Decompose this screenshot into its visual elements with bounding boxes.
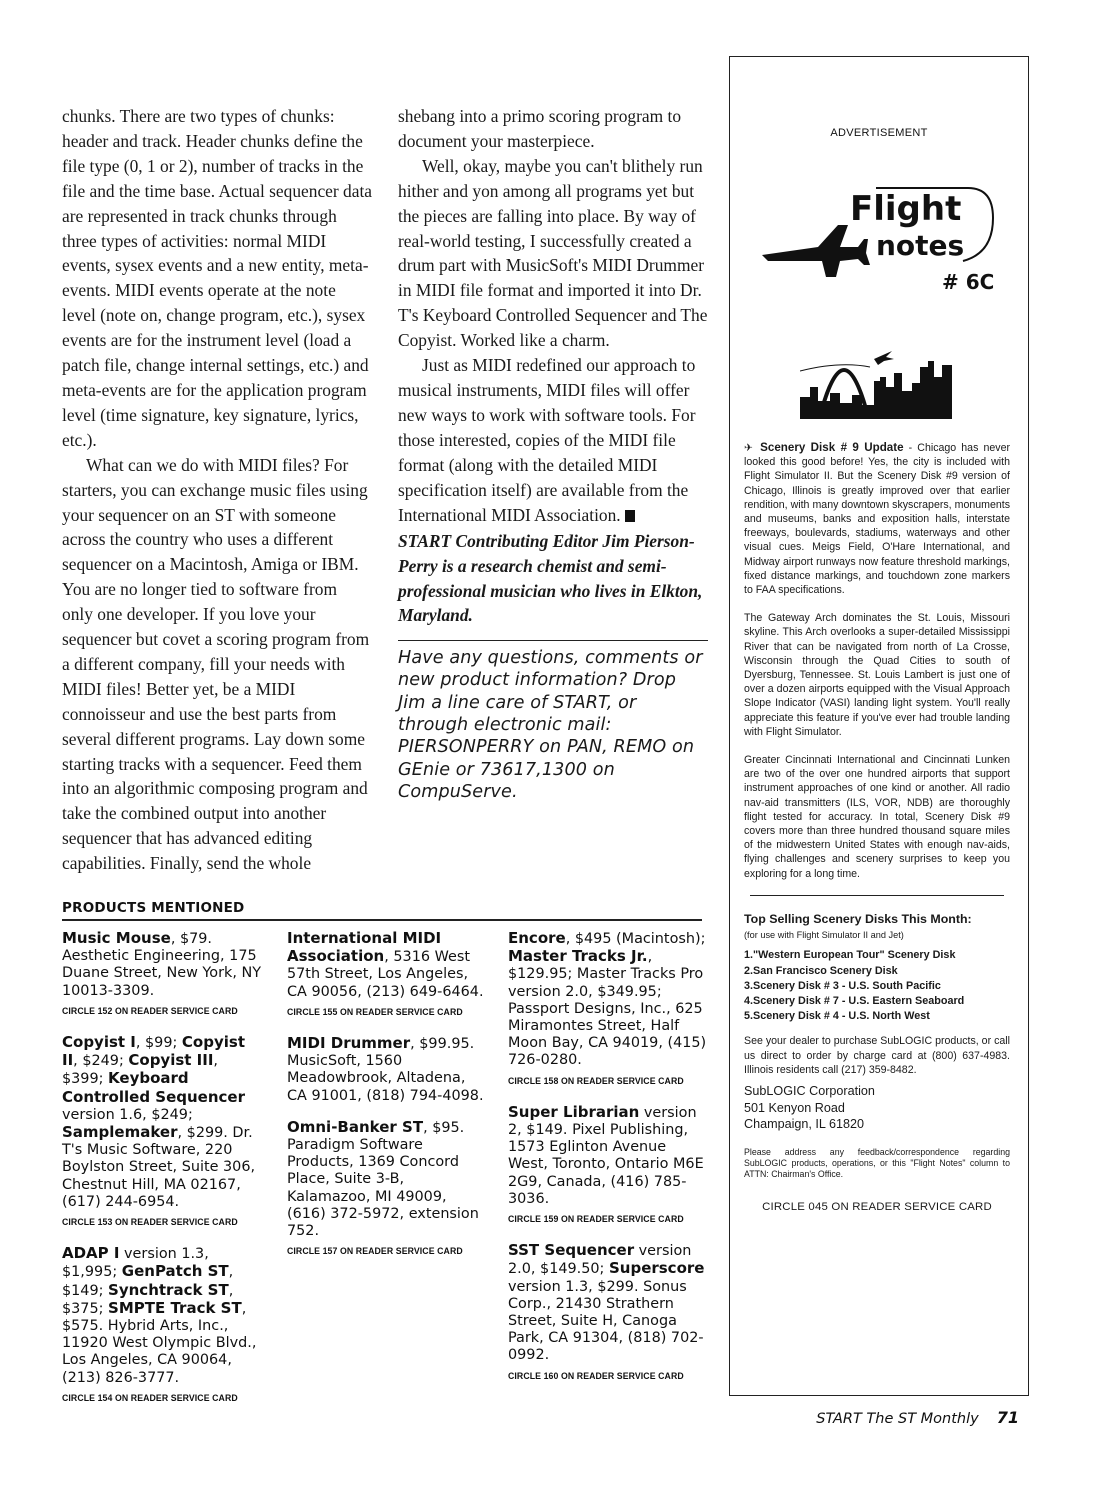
products-column-2 xyxy=(287,930,487,1274)
product-name: SMPTE Track ST xyxy=(108,1298,242,1317)
reader-service-circle: CIRCLE 152 ON READER SERVICE CARD xyxy=(62,1005,238,1017)
page-number: 71 xyxy=(996,1408,1019,1427)
product-name: Omni-Banker ST xyxy=(287,1117,424,1136)
logo-word-flight: Flight xyxy=(850,189,962,229)
ad-paragraph: Greater Cincinnati International and Cincinnati Lunken are two of the over one hundred airports that support instrument approaches of one kind or another. All radio nav-aid transmitters (ILS, VOR, NDB) are thoroughly flight tested for accuracy. In total, Scenery Disk #9 covers more than three hundred thousand square miles of the midwestern United States with enough nav-aids, flying challenges and scenery surprises to keep you exploring for a long time. xyxy=(744,754,1010,880)
ad-paragraph: The Gateway Arch dominates the St. Louis, Missouri skyline. This Arch overlooks a super-detailed Mississippi River that can be navigated from north of La Crosse, Wisconsin through the Quad Cities to south of Dyersburg, Tennessee. St. Louis Lambert is just one of over a dozen airports equipped with the Visual Approach Slope Indicator (VASI) landing light system. You'll really appreciate this feature if you've ever had trouble landing with Flight Simulator. xyxy=(744,612,1010,738)
feedback-note: Please address any feedback/correspondence regarding SubLOGIC products, operations, or this "Flight Notes" column to ATTN: Chairman's Office. xyxy=(744,1146,1010,1180)
product-details: , $79. Aesthetic Engineering, 175 Duane Street, New York, NY 10013-3309. xyxy=(62,931,262,999)
reader-service-circle: CIRCLE 160 ON READER SERVICE CARD xyxy=(508,1370,684,1382)
product-name: Music Mouse xyxy=(62,929,171,947)
product-details: , $129.95; Master Tracks Pro version 2.0, $349.95; Passport Designs, Inc., 625 Miramontes Street, Half Moon Bay, CA 94019, (415) 726-0280. xyxy=(508,949,707,1069)
article-paragraph: chunks. There are two types of chunks: header and track. Header chunks define the file type (0, 1 or 2), number of tracks in the file and the time base. Actual sequencer data are represented in track chunks through three types of activities: normal MIDI events, sysex events and a new entity, meta-events. MIDI events operate at the note level (note on, change program, etc.), sysex events are for the instrument level (load a patch file, change internal settings, etc.) and meta-events are for the application program level (time signature, key signature, lyrics, etc.). xyxy=(62,106,372,450)
top-selling-subtitle: (for use with Flight Simulator II and Jet) xyxy=(744,930,904,941)
plane-bullet-icon: ✈ xyxy=(744,442,761,454)
contact-note: Have any questions, comments or new product information? Drop Jim a line care of START, or through electronic mail: PIERSONPERRY on PAN, REMO on GEnie or 73617,1300 on CompuServe. xyxy=(398,640,708,804)
product-details: , $575. Hybrid Arts, Inc., 11920 West Olympic Blvd., Los Angeles, CA 90064, (213) 826-3777. xyxy=(62,1300,257,1386)
ad-divider xyxy=(750,895,1004,896)
product-details: , $95. Paradigm Software Products, 1369 Concord Place, Suite 3-B, Kalamazoo, MI 49009, (616) 372-5972, extension 752. xyxy=(287,1119,479,1240)
product-name: Super Librarian xyxy=(508,1102,640,1121)
jet-icon xyxy=(762,225,870,277)
product-entry xyxy=(287,1035,487,1105)
product-details: version 2.0, $149.50; xyxy=(508,1243,692,1278)
magazine-name: START The ST Monthly xyxy=(816,1411,979,1427)
products-column-3 xyxy=(508,930,708,1399)
product-details: , 5316 West 57th Street, Los Angeles, CA 90056, (213) 649-6464. xyxy=(287,949,484,1000)
end-mark-icon xyxy=(625,510,635,522)
product-name: Keyboard Controlled Sequencer xyxy=(62,1069,245,1106)
gateway-arch-skyline-icon xyxy=(800,337,952,419)
product-entry xyxy=(508,1104,708,1228)
ad-paragraph-text: - Chicago has never looked this good before! Yes, the city is included with Flight Simulator II. But the Scenery Disk #9 version of Chicago, Illinois is greatly improved over that earlier rendition, with many downtown skyscrapers, monuments and museums, banks and exposition halls, interstate freeways, boulevards, stadiums, waterways and other visual cues. Meigs Field, O'Hare International, and Midway airport runways now feature threshold markings, fixed distance markings, and touchdown zone markers to FAA specifications. xyxy=(744,442,1010,597)
logo-issue-number: # 6C xyxy=(942,270,995,294)
advertisement-box xyxy=(729,56,1029,1396)
article-paragraph-text: Just as MIDI redefined our approach to musical instruments, MIDI files will offer new ways to work with software tools. For those interested, copies of the MIDI file format (along with the detailed MIDI specification itself) are available from the International MIDI Association. xyxy=(398,355,696,525)
product-details: , $249; xyxy=(73,1053,129,1070)
ad-headline: Scenery Disk # 9 Update xyxy=(760,441,904,454)
logo-word-notes: notes xyxy=(876,229,965,262)
reader-service-circle: CIRCLE 153 ON READER SERVICE CARD xyxy=(62,1217,238,1229)
reader-service-circle: CIRCLE 155 ON READER SERVICE CARD xyxy=(287,1006,463,1018)
product-name: SST Sequencer xyxy=(508,1241,635,1260)
list-item: 5.Scenery Disk # 4 - U.S. North West xyxy=(744,1010,930,1023)
reader-service-circle: CIRCLE 157 ON READER SERVICE CARD xyxy=(287,1246,463,1258)
company-name: SubLOGIC Corporation xyxy=(744,1083,875,1098)
reader-service-circle: CIRCLE 159 ON READER SERVICE CARD xyxy=(508,1214,684,1226)
product-details: , $399; xyxy=(62,1053,218,1088)
product-entry xyxy=(508,1242,708,1385)
product-entry xyxy=(62,1245,262,1407)
company-address xyxy=(744,1083,1010,1133)
product-name: Copyist III xyxy=(128,1051,214,1070)
products-column-1 xyxy=(62,930,262,1421)
product-entry xyxy=(287,930,487,1021)
product-name: Samplemaker xyxy=(62,1123,178,1142)
flight-notes-logo xyxy=(758,173,1008,303)
ad-body xyxy=(744,441,1010,1215)
product-details: , $299. Dr. T's Music Software, 220 Boylston Street, Suite 306, Chestnut Hill, MA 02167, (617) 244-6954. xyxy=(62,1125,256,1210)
top-selling-title: Top Selling Scenery Disks This Month: xyxy=(744,911,972,926)
product-name: Copyist I xyxy=(62,1033,136,1052)
company-street: 501 Kenyon Road xyxy=(744,1100,845,1115)
article-paragraph: Well, okay, maybe you can't blithely run hither and yon among all programs yet but the pieces are falling into place. By way of real-world testing, I successfully created a drum part with MusicSoft's MIDI Drummer in MIDI file format and imported it into Dr. T's Keyboard Controlled Sequencer and The Copyist. Worked like a charm. xyxy=(398,155,708,351)
reader-service-circle: CIRCLE 158 ON READER SERVICE CARD xyxy=(508,1075,684,1087)
article-body xyxy=(62,104,708,884)
product-details: version 2, $149. Pixel Publishing, 1573 Eglinton Avenue West, Toronto, Ontario M6E 2G9, Canada, (416) 785-3036. xyxy=(508,1104,704,1207)
product-entry xyxy=(62,1034,262,1231)
product-details: , $99; xyxy=(135,1035,182,1052)
product-entry xyxy=(62,930,262,1020)
reader-service-circle: CIRCLE 154 ON READER SERVICE CARD xyxy=(62,1392,238,1404)
product-details: , $99.95. MusicSoft, 1560 Meadowbrook, Altadena, CA 91001, (818) 794-4098. xyxy=(287,1036,484,1104)
product-name: Superscore xyxy=(608,1259,705,1278)
products-header: PRODUCTS MENTIONED xyxy=(62,900,702,921)
list-item: 1."Western European Tour" Scenery Disk xyxy=(744,949,956,962)
ad-paragraph xyxy=(744,441,1010,597)
product-details: version 1.6, $249; xyxy=(62,1106,193,1123)
product-entry xyxy=(508,930,708,1090)
ad-label: ADVERTISEMENT xyxy=(830,127,928,139)
product-details: , $495 (Macintosh); xyxy=(565,931,706,947)
product-details: , $149; xyxy=(62,1264,234,1299)
product-entry xyxy=(287,1119,487,1261)
list-item: 3.Scenery Disk # 3 - U.S. South Pacific xyxy=(744,979,941,992)
product-name: Encore xyxy=(508,929,566,947)
page-footer xyxy=(816,1408,1019,1427)
article-paragraph xyxy=(398,353,708,527)
product-details: version 1.3, $1,995; xyxy=(62,1246,209,1281)
product-name: Synchtrack ST xyxy=(108,1280,229,1299)
author-bio: START Contributing Editor Jim Pierson-Perry is a research chemist and semi-professional musician who lives in Elkton, Maryland. xyxy=(398,531,703,626)
product-name: MIDI Drummer xyxy=(287,1034,411,1053)
product-name: ADAP I xyxy=(62,1244,120,1263)
top-selling-list xyxy=(744,948,1010,1024)
product-details: , $375; xyxy=(62,1282,234,1317)
company-city: Champaign, IL 61820 xyxy=(744,1117,864,1132)
list-item: 4.Scenery Disk # 7 - U.S. Eastern Seaboard xyxy=(744,994,965,1007)
product-details: version 1.3, $299. Sonus Corp., 21430 Strathern Street, Suite H, Canoga Park, CA 91304, (818) 702-0992. xyxy=(508,1278,704,1364)
dealer-info: See your dealer to purchase SubLOGIC products, or call us direct to order by charge card at (800) 637-4983. Illinois residents call (217) 359-8482. xyxy=(744,1035,1010,1076)
product-name: Master Tracks Jr. xyxy=(508,947,648,966)
product-name: GenPatch ST xyxy=(121,1262,229,1281)
list-item: 2.San Francisco Scenery Disk xyxy=(744,964,898,977)
product-name: Copyist II xyxy=(62,1033,245,1070)
product-name: International MIDI Association xyxy=(287,929,442,966)
article-paragraph: What can we do with MIDI files? For starters, you can exchange music files using your sequencer on an ST with someone across the country who uses a different sequencer on a Macintosh, Amiga or IBM. You are no longer tied to software from only one developer. If you love your sequencer but covet a scoring program from a different company, fill your needs with MIDI files! Better yet, be a MIDI connoisseur and use the best parts from several different programs. Lay down some starting tracks with a sequencer. Feed them into an algorithmic composing program and take the combined output into another sequencer that has advanced editing capabilities. Finally, send the whole shebang into a primo scoring program to document your masterpiece. xyxy=(62,106,682,874)
ad-reader-service-circle: CIRCLE 045 ON READER SERVICE CARD xyxy=(762,1201,992,1214)
